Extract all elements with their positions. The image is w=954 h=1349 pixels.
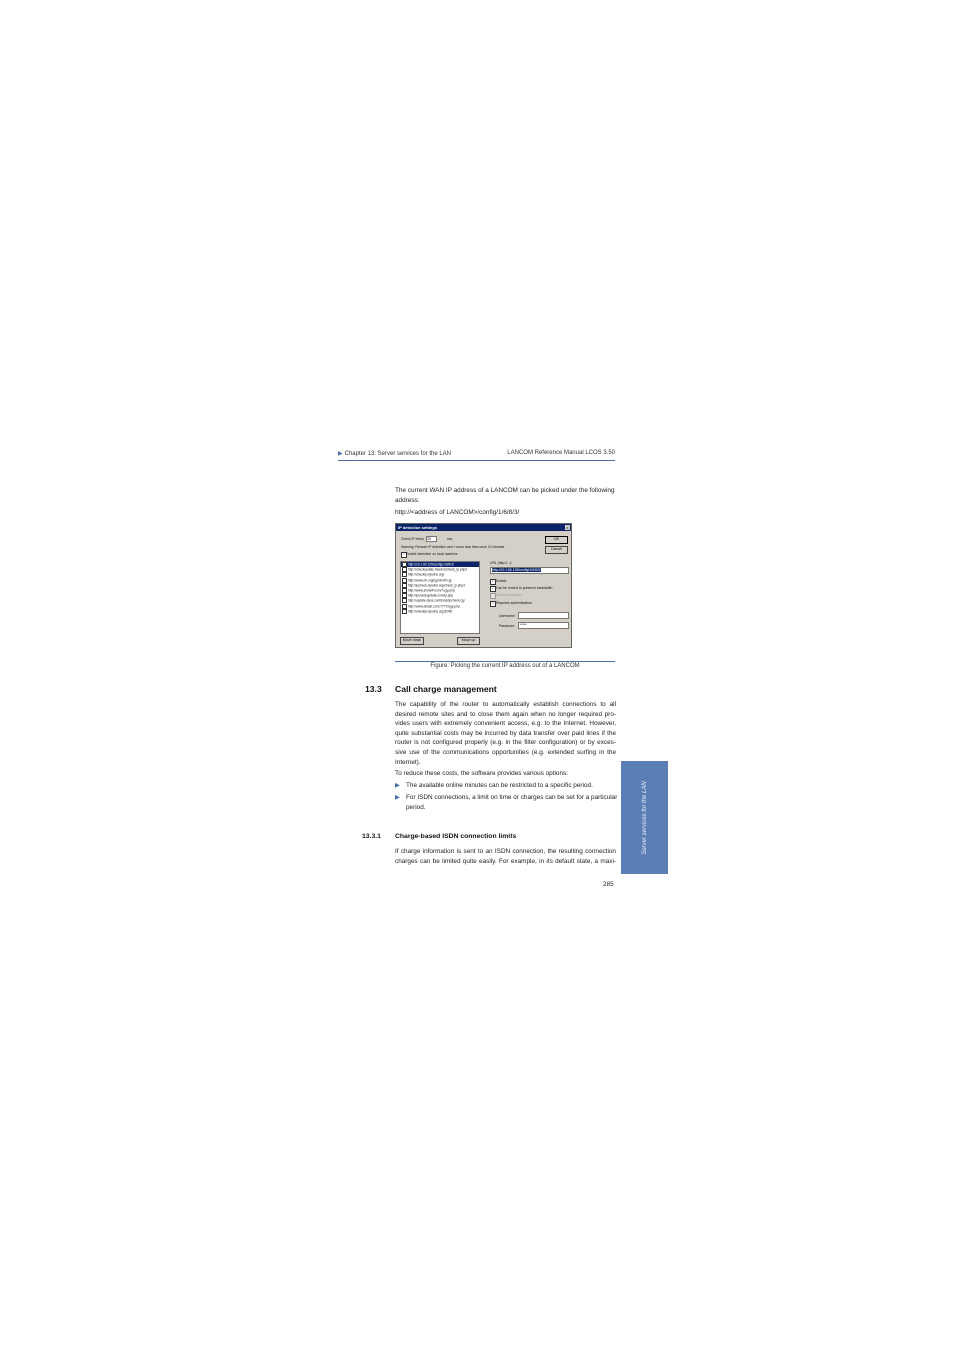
paragraph-line: sive use of the communications opportunities (e.g. extended surfing in the [395,748,616,756]
use-proxy-label: Use proxy server [496,593,522,597]
subsection-title: Charge-based ISDN connection limits [395,833,517,840]
paragraph-line: charges can be limited quite easily. For example, in its default state, a maxi- [395,857,616,865]
figure-caption: Figure: Picking the current IP address out of a LANCOM [430,663,580,669]
requires-auth-label: Requires authentication [496,601,532,605]
figure-divider [395,661,615,662]
list-item[interactable]: http://ipcheckupdate.com/ip.php [401,593,479,598]
paragraph-line: desired remote sites and to close them again when no longer required pro- [395,710,616,718]
bullet-item: The available online minutes can be restricted to a specific period. [406,782,593,789]
chapter-side-tab [621,761,668,874]
header-divider [338,460,615,461]
intro-url: http://<address of LANCOM>/config/1/6/8/3/ [395,509,520,516]
warning-text: Warning: Remote IP detection won't occur less than once 10 minutes [401,545,505,549]
subsection-paragraph [395,847,616,866]
paragraph-line: If charge information is sent to an ISDN connection, the resulting connection [395,848,616,855]
enable-detection-label: Enable detection on local machine [406,552,458,556]
enable-label: Enable [496,579,507,583]
close-icon[interactable]: x [566,525,569,530]
url-label: URL (http://...): [490,561,513,565]
section-title: Call charge management [395,684,497,694]
bullet-item [406,793,616,812]
username-label: Username: [499,614,516,618]
triangle-bullet-icon: ▶ [338,451,343,457]
list-item[interactable]: http://update.dyns.com/tools/ipcheck.cgi [401,598,479,603]
intro-line: address: [395,496,420,504]
paragraph-line: The capability of the router to automatically establish connections to all [395,701,616,708]
password-label: Password: [499,624,515,628]
move-down-button[interactable]: Move down [400,637,424,645]
check-ip-label: Check IP every [401,537,424,541]
password-input[interactable]: ***** [518,622,569,629]
intro-line: The current WAN IP address of a LANCOM can be picked under the following [395,487,615,494]
url-input[interactable] [490,567,569,574]
list-item[interactable]: http://10.1.80.125/config/1/6/8/3/ [401,562,479,567]
running-header-manual: LANCOM Reference Manual LCOS 3.50 [507,450,615,456]
page-number: 285 [603,881,614,888]
enable-checkbox[interactable]: ✓ [491,579,494,583]
use-proxy-checkbox[interactable] [490,593,496,599]
list-item[interactable]: http://ipcheck.dyndns.org/check_ip.php3 [401,583,479,588]
bullet-line: period. [406,803,426,811]
side-tab-label: Server services for the LAN [641,780,648,855]
reduce-costs-text: To reduce these costs, the software provides various options: [395,770,568,777]
can-be-moved-checkbox[interactable]: ✓ [491,586,494,590]
ok-button[interactable]: OK [545,536,568,544]
url-input-value: http://10.1.80.125/config/1/6/8/3/ [492,568,541,572]
paragraph-line: quite substantial costs may be incurred by data transfer over paid lines if the [395,729,616,737]
section-number: 13.3 [365,684,382,694]
enable-detection-checkbox[interactable]: ✓ [402,552,405,556]
chapter-title: Chapter 13: Server services for the LAN [344,451,452,457]
list-item[interactable]: http://checkip.dyndns.org:8245/ [401,609,479,614]
triangle-bullet-icon: ▶ [395,794,400,801]
list-item[interactable]: http://checkupdate.freedns/check_ip.php3 [401,567,479,572]
paragraph-line: Internet). [395,758,421,766]
list-item[interactable]: http://www.hn.org/cgi-bin/IP.cgi [401,578,479,583]
cancel-button[interactable]: Cancel [545,546,568,554]
intro-paragraph [395,486,616,505]
bullet-line: For ISDN connections, a limit on time or charges can be set for a particular [406,794,618,801]
can-be-moved-label: Can be moved to preserve bandwidth [496,586,553,590]
list-item[interactable]: http://www.dnsart.com:7777/ugp.php [401,604,479,609]
requires-auth-checkbox[interactable]: ✓ [491,601,494,605]
running-header-chapter [338,450,451,457]
section-paragraph [395,700,616,767]
dialog-title: IP detection settings [396,524,571,531]
list-item[interactable]: http://checkip.dyndns.org/ [401,572,479,577]
ip-detection-dialog [395,523,572,648]
check-ip-unit: sec. [447,537,454,541]
subsection-number: 13.3.1 [362,833,381,840]
check-ip-input[interactable]: 30 [426,536,437,542]
triangle-bullet-icon: ▶ [395,782,400,789]
paragraph-line: router is not configured properly (e.g. in the filter configuration) or by exces- [395,739,616,747]
move-up-button[interactable]: Move up [457,637,480,645]
paragraph-line: vides users with extremely convenient access, e.g. to the Internet. However, [395,720,616,728]
url-list[interactable] [400,561,480,634]
list-item[interactable]: http://www.showIP.com/?ugp.php [401,588,479,593]
username-input[interactable] [518,612,569,619]
